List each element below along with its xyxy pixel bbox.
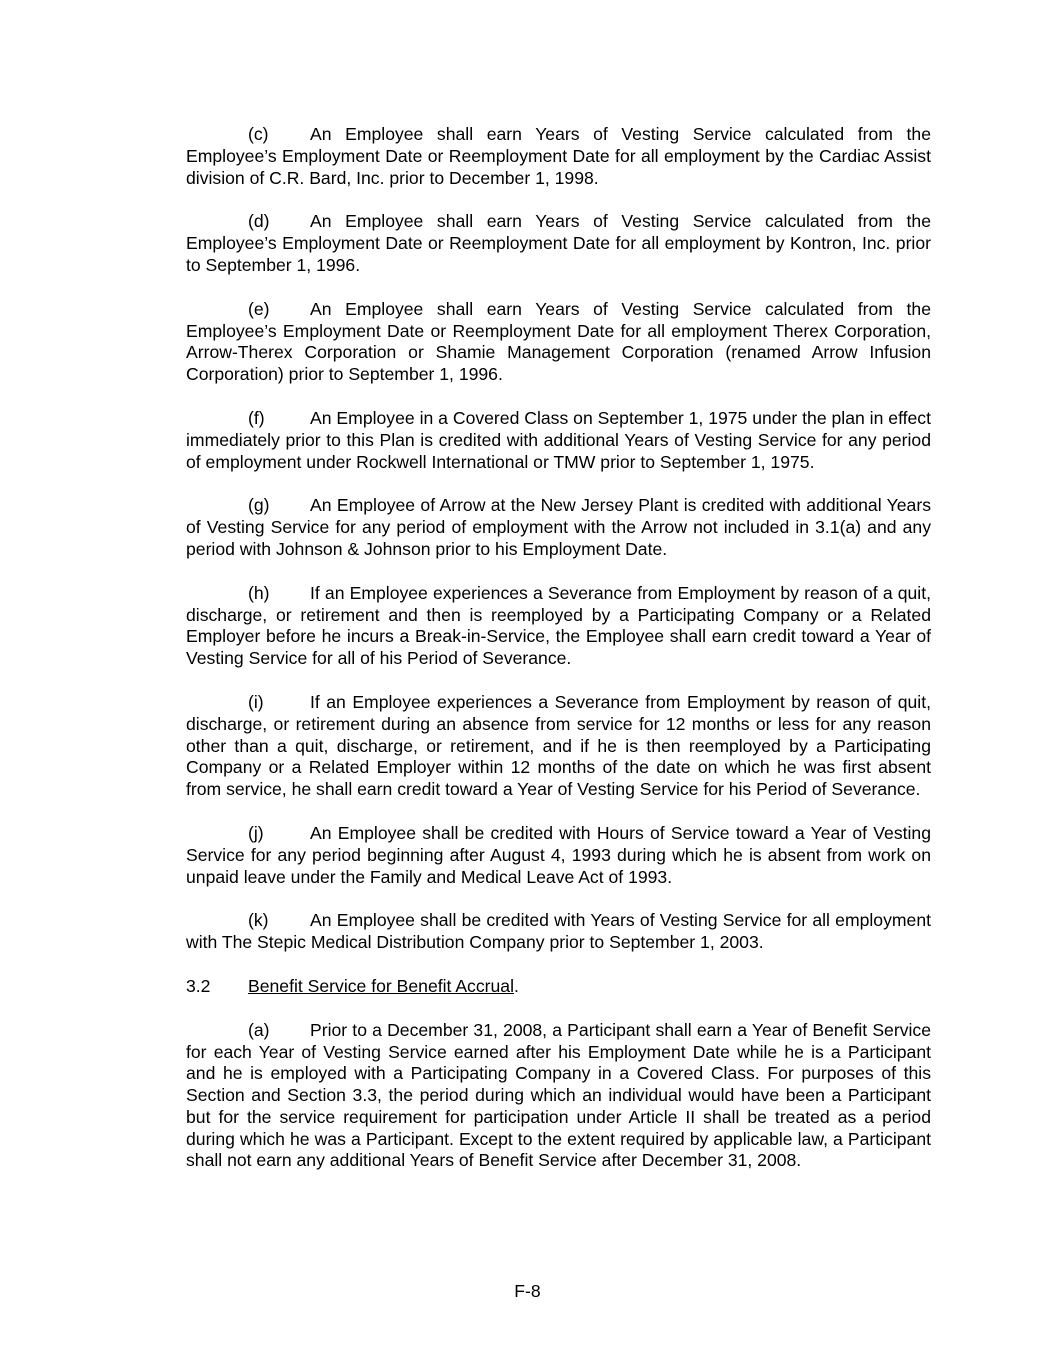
paragraph-text: An Employee shall earn Years of Vesting Service calculated from the Employee’s Employment Date or Reemployment Date for all employment by the Cardiac Assist division of C.R. Bard, Inc. prior to December 1, 1998.	[186, 124, 931, 188]
paragraph-text: An Employee in a Covered Class on September 1, 1975 under the plan in effect immediately prior to this Plan is credited with additional Years of Vesting Service for any period of employment under Rockwell International or TMW prior to September 1, 1975.	[186, 407, 931, 472]
document-page	[186, 124, 931, 1194]
paragraph-k	[186, 910, 931, 954]
paragraph-marker: (i)	[248, 691, 264, 712]
page-number: F-8	[514, 1281, 541, 1301]
paragraph-marker: (c)	[248, 124, 269, 144]
paragraph-i	[186, 692, 931, 801]
paragraph-c	[186, 124, 931, 189]
paragraph-marker: (f)	[248, 407, 265, 428]
paragraph-text: If an Employee experiences a Severance from Employment by reason of quit, discharge, or retirement during an absence from service for 12 months or less for any reason other than a quit, discharge, or retirement, and if he is then reemployed by a Participating Company or a Related Employer within 12 months of the date on which he was first absent from service, he shall earn credit toward a Year of Vesting Service for his Period of Severance.	[186, 691, 931, 800]
paragraph-h	[186, 583, 931, 670]
paragraph-f	[186, 408, 931, 473]
paragraph-text: If an Employee experiences a Severance from Employment by reason of a quit, discharge, or retirement and then is reemployed by a Participating Company or a Related Employer before he incurs a Break-in-Service, the Employee shall earn credit toward a Year of Vesting Service for all of his Period of Severance.	[186, 582, 931, 669]
paragraph-text: An Employee shall earn Years of Vesting Service calculated from the Employee’s Employment Date or Reemployment Date for all employment Therex Corporation, Arrow-Therex Corporation or Shamie Management Corporation (renamed Arrow Infusion Corporation) prior to September 1, 1996.	[186, 298, 931, 385]
section-title-suffix: .	[514, 975, 519, 996]
paragraph-marker: (j)	[248, 822, 264, 843]
paragraph-text: Prior to a December 31, 2008, a Participant shall earn a Year of Benefit Service for each Year of Vesting Service earned after his Employment Date while he is a Participant and he is employed with a Participating Company in a Covered Class. For purposes of this Section and Section 3.3, the period during which an individual would have been a Participant but for the service requirement for participation under Article II shall be treated as a period during which he was a Participant. Except to the extent required by applicable law, a Participant shall not earn any additional Years of Benefit Service after December 31, 2008.	[186, 1019, 931, 1171]
paragraph-marker: (e)	[248, 298, 270, 319]
paragraph-marker: (a)	[248, 1019, 270, 1040]
paragraph-g	[186, 495, 931, 560]
section-heading	[186, 976, 931, 998]
paragraph-text: An Employee shall earn Years of Vesting Service calculated from the Employee’s Employment Date or Reemployment Date for all employment by Kontron, Inc. prior to September 1, 1996.	[186, 211, 931, 275]
paragraph-a	[186, 1020, 931, 1173]
paragraph-marker: (k)	[248, 910, 269, 931]
paragraph-text: An Employee of Arrow at the New Jersey Plant is credited with additional Years of Vesting Service for any period of employment with the Arrow not included in 3.1(a) and any period with Johnson & Johnson prior to his Employment Date.	[186, 495, 931, 559]
paragraph-text: An Employee shall be credited with Hours of Service toward a Year of Vesting Service for any period beginning after August 4, 1993 during which he is absent from work on unpaid leave under the Family and Medical Leave Act of 1993.	[186, 822, 931, 887]
paragraph-e	[186, 299, 931, 386]
section-title: Benefit Service for Benefit Accrual	[248, 975, 514, 996]
section-number: 3.2	[186, 975, 211, 996]
paragraph-j	[186, 823, 931, 888]
paragraph-text: An Employee shall be credited with Years of Vesting Service for all employment with The Stepic Medical Distribution Company prior to September 1, 2003.	[186, 910, 931, 953]
paragraph-marker: (d)	[248, 211, 270, 232]
paragraph-marker: (h)	[248, 582, 270, 603]
paragraph-d	[186, 211, 931, 276]
paragraph-marker: (g)	[248, 495, 270, 516]
